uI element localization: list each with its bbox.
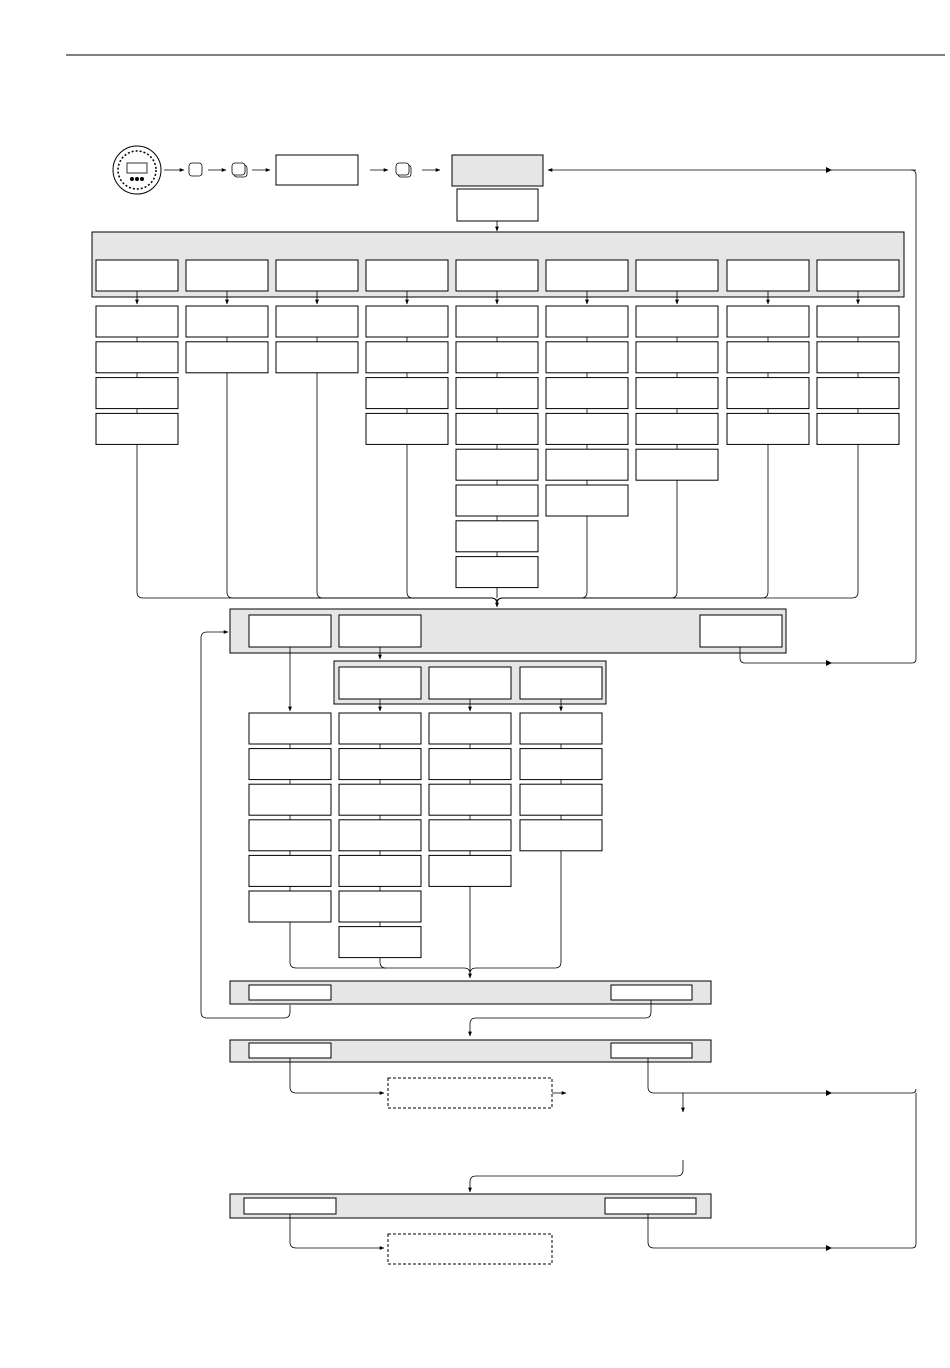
column-7-param-3 bbox=[636, 378, 718, 409]
lower-column-3-param-3 bbox=[429, 784, 511, 815]
column-5-param-1 bbox=[456, 306, 538, 337]
lower-column-2-param-3 bbox=[339, 784, 421, 815]
sub-box-3 bbox=[520, 667, 602, 699]
query-bar-2-no bbox=[249, 1043, 331, 1058]
group2-box-3 bbox=[700, 615, 782, 647]
query-bar-3-yes bbox=[605, 1198, 696, 1214]
column-headers bbox=[96, 260, 899, 291]
column-header-5 bbox=[456, 260, 538, 291]
lower-column-2-param-6 bbox=[339, 891, 421, 922]
column-9-param-1 bbox=[817, 306, 899, 337]
column-7-param-4 bbox=[636, 413, 718, 444]
dashed-box-1 bbox=[388, 1078, 552, 1108]
query-bar-1-yes bbox=[611, 985, 692, 1000]
column-1-param-4 bbox=[96, 413, 178, 444]
column-6-param-2 bbox=[546, 342, 628, 373]
column-6-param-5 bbox=[546, 449, 628, 480]
column-header-2 bbox=[186, 260, 268, 291]
group2-box-2 bbox=[339, 615, 421, 647]
sub-box-2 bbox=[429, 667, 511, 699]
column-5-param-8 bbox=[456, 557, 538, 588]
lower-column-3-param-2 bbox=[429, 749, 511, 780]
lower-column-1-param-3 bbox=[249, 784, 331, 815]
setup-menu-box bbox=[452, 155, 543, 186]
column-9-param-2 bbox=[817, 342, 899, 373]
column-4-param-1 bbox=[366, 306, 448, 337]
column-6-param-1 bbox=[546, 306, 628, 337]
column-5-param-7 bbox=[456, 521, 538, 552]
lower-column-2-param-2 bbox=[339, 749, 421, 780]
enter-key-icon bbox=[232, 163, 247, 177]
selection-box bbox=[457, 189, 538, 221]
column-3-param-1 bbox=[276, 306, 358, 337]
column-3-param-2 bbox=[276, 342, 358, 373]
dashed-box-2 bbox=[388, 1234, 552, 1264]
local-display-icon bbox=[113, 146, 161, 194]
lower-column-4-param-4 bbox=[520, 820, 602, 851]
plus-key-icon bbox=[189, 163, 202, 176]
column-1-param-1 bbox=[96, 306, 178, 337]
column-8-param-1 bbox=[727, 306, 809, 337]
column-4-param-4 bbox=[366, 413, 448, 444]
sub-box-1 bbox=[339, 667, 421, 699]
lower-column-3-param-1 bbox=[429, 713, 511, 744]
lower-column-3-param-4 bbox=[429, 820, 511, 851]
column-7-param-1 bbox=[636, 306, 718, 337]
column-6-param-4 bbox=[546, 413, 628, 444]
column-1-param-3 bbox=[96, 378, 178, 409]
column-9-param-4 bbox=[817, 413, 899, 444]
column-header-8 bbox=[727, 260, 809, 291]
lower-column-1-param-5 bbox=[249, 855, 331, 886]
column-header-7 bbox=[636, 260, 718, 291]
lower-column-1-param-4 bbox=[249, 820, 331, 851]
column-2-param-1 bbox=[186, 306, 268, 337]
column-6-param-6 bbox=[546, 485, 628, 516]
lower-column-2-param-7 bbox=[339, 927, 421, 958]
column-5-param-4 bbox=[456, 413, 538, 444]
lower-column-4-param-2 bbox=[520, 749, 602, 780]
column-4-param-2 bbox=[366, 342, 448, 373]
lower-column-2-param-1 bbox=[339, 713, 421, 744]
lower-column-3-param-5 bbox=[429, 855, 511, 886]
column-7-param-2 bbox=[636, 342, 718, 373]
lower-column-1-param-6 bbox=[249, 891, 331, 922]
column-header-6 bbox=[546, 260, 628, 291]
lower-column-4-param-1 bbox=[520, 713, 602, 744]
column-4-param-3 bbox=[366, 378, 448, 409]
column-header-9 bbox=[817, 260, 899, 291]
column-5-param-2 bbox=[456, 342, 538, 373]
lower-column-1-param-1 bbox=[249, 713, 331, 744]
query-bar-1-no bbox=[249, 985, 331, 1000]
column-header-3 bbox=[276, 260, 358, 291]
start-box bbox=[276, 155, 358, 185]
column-5-param-3 bbox=[456, 378, 538, 409]
column-1-param-2 bbox=[96, 342, 178, 373]
lower-column-2-param-4 bbox=[339, 820, 421, 851]
column-5-param-6 bbox=[456, 485, 538, 516]
column-header-1 bbox=[96, 260, 178, 291]
lower-column-2-param-5 bbox=[339, 855, 421, 886]
column-header-4 bbox=[366, 260, 448, 291]
lower-column-4-param-3 bbox=[520, 784, 602, 815]
query-bar-3-no bbox=[244, 1198, 336, 1214]
group2-box-1 bbox=[249, 615, 331, 647]
column-7-param-5 bbox=[636, 449, 718, 480]
column-8-param-2 bbox=[727, 342, 809, 373]
column-8-param-3 bbox=[727, 378, 809, 409]
column-6-param-3 bbox=[546, 378, 628, 409]
column-parameter-boxes bbox=[96, 306, 899, 588]
column-8-param-4 bbox=[727, 413, 809, 444]
column-2-param-2 bbox=[186, 342, 268, 373]
column-5-param-5 bbox=[456, 449, 538, 480]
lower-column-1-param-2 bbox=[249, 749, 331, 780]
query-bar-2-yes bbox=[611, 1043, 692, 1058]
enter-key-icon bbox=[396, 163, 411, 177]
column-9-param-3 bbox=[817, 378, 899, 409]
